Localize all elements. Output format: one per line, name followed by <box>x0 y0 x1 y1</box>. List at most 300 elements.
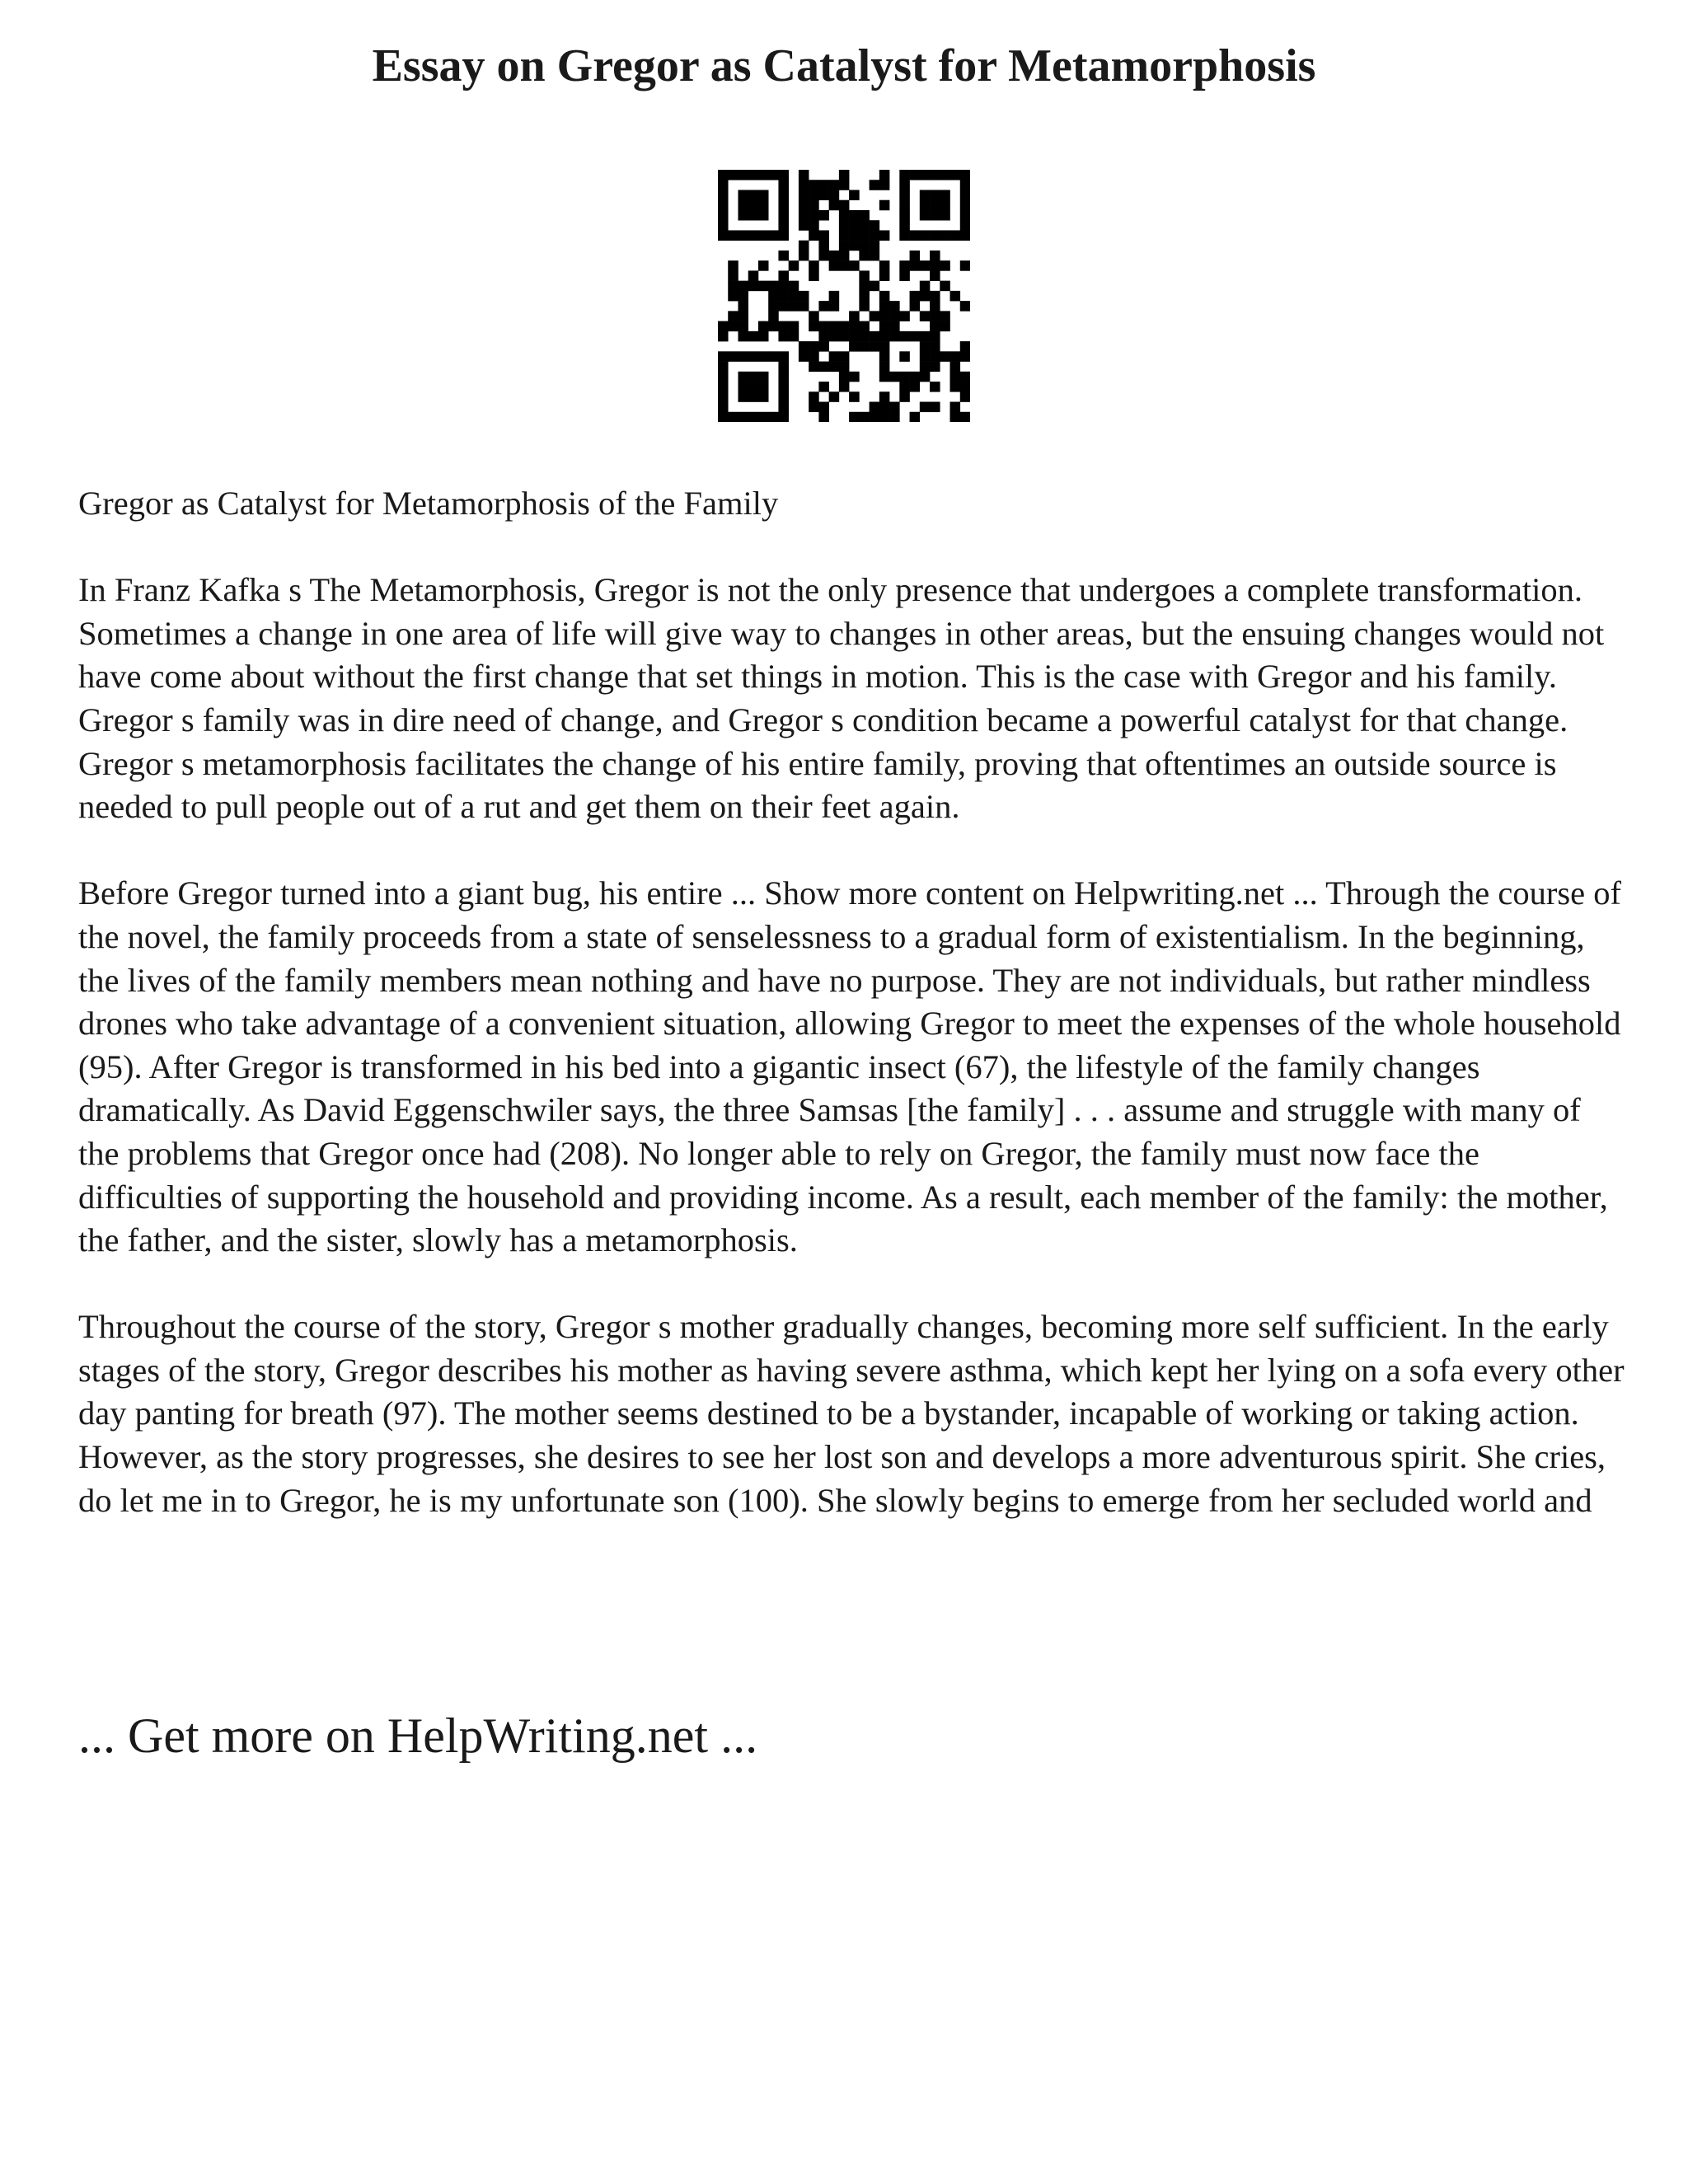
qr-module <box>738 321 748 332</box>
qr-module <box>829 291 840 302</box>
qr-module <box>738 391 748 402</box>
qr-module <box>718 190 729 200</box>
qr-module <box>728 291 738 302</box>
qr-module <box>910 331 921 342</box>
qr-module <box>778 372 789 382</box>
qr-module <box>818 241 829 251</box>
qr-module <box>870 412 880 422</box>
qr-module <box>870 402 880 413</box>
qr-module <box>930 251 940 261</box>
qr-module <box>738 281 748 292</box>
qr-module <box>899 311 910 321</box>
qr-module <box>748 200 759 211</box>
qr-module <box>839 241 850 251</box>
qr-module <box>910 291 921 302</box>
qr-module <box>738 311 748 321</box>
qr-module <box>768 351 779 362</box>
qr-module <box>849 260 860 271</box>
qr-module <box>799 341 809 352</box>
qr-module <box>920 372 931 382</box>
qr-module <box>778 281 789 292</box>
qr-module <box>839 220 850 231</box>
qr-module <box>920 210 931 221</box>
qr-module <box>849 331 860 342</box>
qr-module <box>799 180 809 190</box>
qr-module <box>768 170 779 180</box>
qr-module <box>778 251 789 261</box>
qr-module <box>818 331 829 342</box>
qr-module <box>728 321 738 332</box>
qr-module <box>960 372 970 382</box>
qr-module <box>809 362 819 373</box>
qr-module <box>758 412 769 422</box>
qr-module <box>748 391 759 402</box>
qr-module <box>879 391 890 402</box>
qr-module <box>818 402 829 413</box>
qr-module <box>839 210 850 221</box>
qr-module <box>778 402 789 413</box>
qr-module <box>809 321 819 332</box>
qr-module <box>839 230 850 241</box>
qr-module <box>809 210 819 221</box>
qr-module <box>738 331 748 342</box>
qr-module <box>829 391 840 402</box>
qr-module <box>778 190 789 200</box>
qr-module <box>778 362 789 373</box>
qr-module <box>960 190 970 200</box>
qr-module <box>940 210 950 221</box>
get-more-link[interactable]: ... Get more on HelpWriting.net ... <box>78 1708 758 1763</box>
qr-module <box>718 391 729 402</box>
qr-module <box>748 372 759 382</box>
qr-module <box>728 270 738 281</box>
qr-module <box>889 301 900 312</box>
qr-module <box>829 331 840 342</box>
qr-module <box>950 362 961 373</box>
qr-module <box>870 241 880 251</box>
qr-module <box>718 210 729 221</box>
qr-module <box>859 321 870 332</box>
qr-module <box>809 220 819 231</box>
qr-module <box>930 170 940 180</box>
qr-module <box>879 180 890 190</box>
qr-module <box>859 230 870 241</box>
qr-module <box>899 180 910 190</box>
qr-module <box>930 311 940 321</box>
qr-module <box>879 270 890 281</box>
qr-module <box>728 260 738 271</box>
qr-module <box>930 260 940 271</box>
qr-module <box>920 190 931 200</box>
qr-module <box>799 241 809 251</box>
qr-module <box>778 230 789 241</box>
qr-module <box>899 351 910 362</box>
qr-module <box>778 331 789 342</box>
qr-module <box>910 260 921 271</box>
qr-module <box>910 301 921 312</box>
qr-module <box>889 331 900 342</box>
qr-module <box>818 362 829 373</box>
essay-body <box>78 482 1628 1566</box>
page-title: Essay on Gregor as Catalyst for Metamorphosis <box>372 40 1316 91</box>
qr-module <box>818 321 829 332</box>
qr-module <box>940 351 950 362</box>
qr-module <box>829 301 840 312</box>
qr-module <box>738 301 748 312</box>
qr-module <box>818 210 829 221</box>
qr-module <box>718 180 729 190</box>
qr-module <box>758 382 769 392</box>
qr-module <box>789 321 799 332</box>
qr-module <box>818 412 829 422</box>
qr-module <box>768 311 779 321</box>
qr-module <box>748 351 759 362</box>
qr-module <box>899 220 910 231</box>
qr-module <box>778 301 789 312</box>
qr-module <box>748 331 759 342</box>
qr-module <box>849 391 860 402</box>
qr-module <box>789 260 799 271</box>
qr-module <box>879 311 890 321</box>
qr-module <box>920 281 931 292</box>
qr-module <box>839 170 850 180</box>
qr-module <box>718 372 729 382</box>
qr-module <box>849 210 860 221</box>
qr-module <box>728 311 738 321</box>
qr-module <box>799 220 809 231</box>
qr-module <box>940 170 950 180</box>
qr-module <box>778 220 789 231</box>
qr-module <box>879 260 890 271</box>
qr-module <box>859 281 870 292</box>
qr-module <box>718 321 729 332</box>
qr-module <box>859 291 870 302</box>
qr-module <box>799 301 809 312</box>
qr-module <box>768 412 779 422</box>
qr-module <box>889 321 900 332</box>
qr-module <box>859 220 870 231</box>
qr-module <box>930 362 940 373</box>
qr-module <box>920 291 931 302</box>
qr-module <box>940 230 950 241</box>
qr-module <box>718 412 729 422</box>
qr-module <box>910 230 921 241</box>
qr-module <box>768 291 779 302</box>
qr-module <box>920 402 931 413</box>
qr-module <box>818 251 829 261</box>
qr-module <box>870 281 880 292</box>
qr-module <box>870 251 880 261</box>
qr-module <box>778 180 789 190</box>
qr-module <box>778 210 789 221</box>
qr-module <box>940 200 950 211</box>
qr-module <box>940 281 950 292</box>
qr-module <box>758 372 769 382</box>
qr-module <box>768 230 779 241</box>
qr-module <box>818 382 829 392</box>
qr-module <box>789 291 799 302</box>
qr-module <box>849 311 860 321</box>
qr-module <box>950 402 961 413</box>
qr-module <box>889 412 900 422</box>
qr-module <box>930 200 940 211</box>
qr-module <box>859 210 870 221</box>
qr-module <box>758 260 769 271</box>
qr-module <box>899 200 910 211</box>
qr-module <box>930 382 940 392</box>
qr-module <box>728 281 738 292</box>
qr-module <box>809 311 819 321</box>
qr-module <box>940 190 950 200</box>
qr-module <box>829 321 840 332</box>
qr-module <box>728 351 738 362</box>
qr-module <box>839 362 850 373</box>
qr-module <box>889 311 900 321</box>
qr-module <box>778 351 789 362</box>
qr-module <box>879 230 890 241</box>
qr-module <box>950 382 961 392</box>
qr-module <box>870 331 880 342</box>
qr-module <box>950 412 961 422</box>
qr-module <box>728 170 738 180</box>
qr-module <box>818 190 829 200</box>
qr-module <box>879 402 890 413</box>
qr-module <box>839 372 850 382</box>
qr-module <box>799 351 809 362</box>
qr-module <box>960 301 970 312</box>
qr-module <box>748 412 759 422</box>
qr-module <box>778 382 789 392</box>
qr-module <box>809 270 819 281</box>
qr-module <box>920 260 931 271</box>
qr-module <box>870 220 880 231</box>
qr-module <box>849 220 860 231</box>
qr-module <box>748 210 759 221</box>
qr-module <box>718 170 729 180</box>
qr-module <box>879 412 890 422</box>
qr-module <box>818 341 829 352</box>
qr-module <box>809 391 819 402</box>
qr-module <box>718 402 729 413</box>
qr-module <box>899 382 910 392</box>
qr-module <box>899 260 910 271</box>
qr-module <box>920 200 931 211</box>
qr-module <box>879 301 890 312</box>
qr-module <box>758 321 769 332</box>
qr-module <box>849 321 860 332</box>
qr-module <box>799 251 809 261</box>
qr-module <box>950 291 961 302</box>
qr-module <box>879 321 890 332</box>
qr-module <box>778 270 789 281</box>
qr-module <box>818 180 829 190</box>
qr-module <box>809 341 819 352</box>
qr-module <box>870 311 880 321</box>
qr-module <box>879 351 890 362</box>
qr-module <box>738 170 748 180</box>
qr-module <box>748 190 759 200</box>
qr-module <box>718 230 729 241</box>
qr-module <box>879 362 890 373</box>
qr-module <box>870 341 880 352</box>
qr-module <box>778 200 789 211</box>
qr-module <box>829 260 840 271</box>
qr-module <box>778 170 789 180</box>
qr-module <box>738 351 748 362</box>
qr-module <box>930 402 940 413</box>
qr-module <box>839 251 850 261</box>
qr-module <box>758 230 769 241</box>
qr-module <box>849 412 860 422</box>
qr-module <box>899 190 910 200</box>
qr-module <box>849 241 860 251</box>
qr-module <box>930 301 940 312</box>
qr-module <box>738 190 748 200</box>
qr-module <box>899 230 910 241</box>
qr-module <box>920 341 931 352</box>
qr-module <box>748 270 759 281</box>
qr-module <box>849 230 860 241</box>
qr-module <box>758 200 769 211</box>
qr-module <box>940 321 950 332</box>
qr-module <box>829 180 840 190</box>
qr-module <box>899 391 910 402</box>
qr-module <box>930 351 940 362</box>
qr-module <box>758 391 769 402</box>
qr-module <box>950 230 961 241</box>
qr-module <box>960 341 970 352</box>
qr-module <box>950 372 961 382</box>
qr-module <box>738 372 748 382</box>
qr-module <box>799 200 809 211</box>
qr-module <box>799 291 809 302</box>
qr-module <box>758 351 769 362</box>
qr-module <box>899 170 910 180</box>
qr-module <box>718 351 729 362</box>
qr-module <box>920 170 931 180</box>
qr-module <box>758 190 769 200</box>
qr-module <box>839 351 850 362</box>
qr-module <box>930 321 940 332</box>
qr-module <box>950 170 961 180</box>
qr-module <box>758 170 769 180</box>
qr-module <box>839 321 850 332</box>
qr-code-graphic <box>718 170 970 422</box>
qr-module <box>870 230 880 241</box>
qr-module <box>738 230 748 241</box>
qr-module <box>809 402 819 413</box>
qr-module <box>738 412 748 422</box>
qr-module <box>748 230 759 241</box>
qr-module <box>839 382 850 392</box>
qr-module <box>960 180 970 190</box>
qr-module <box>778 291 789 302</box>
qr-module <box>799 210 809 221</box>
qr-module <box>758 281 769 292</box>
qr-module <box>879 200 890 211</box>
qr-module <box>778 412 789 422</box>
qr-module <box>960 351 970 362</box>
qr-module <box>829 251 840 261</box>
essay-paragraph-2: Before Gregor turned into a giant bug, his entire ... Show more content on Helpwriting.net ... Through the course of the novel, the family proceeds from a state of senselessness to a gradual form of existentialism. In the beginning, the lives of the family members mean nothing and have no purpose. They are not individuals, but rather mindless drones who take advantage of a convenient situation, allowing Gregor to meet the expenses of the whole household (95). After Gregor is transformed in his bed into a gigantic insect (67), the lifestyle of the family changes dramatically. As David Eggenschwiler says, the three Samsas [the family] . . . assume and struggle with many of the problems that Gregor once had (208). No longer able to rely on Gregor, the family must now face the difficulties of supporting the household and providing income. As a result, each member of the family: the mother, the father, and the sister, slowly has a metamorphosis. <box>78 874 1621 1259</box>
qr-module <box>809 200 819 211</box>
qr-module <box>849 372 860 382</box>
qr-module <box>899 372 910 382</box>
qr-module <box>758 210 769 221</box>
qr-module <box>859 412 870 422</box>
qr-module <box>809 230 819 241</box>
qr-module <box>940 311 950 321</box>
qr-module <box>738 291 748 302</box>
qr-module <box>920 230 931 241</box>
qr-module <box>829 190 840 200</box>
qr-module <box>818 301 829 312</box>
qr-module <box>809 260 819 271</box>
qr-module <box>829 200 840 211</box>
qr-module <box>920 351 931 362</box>
qr-module <box>849 190 860 200</box>
qr-module <box>960 260 970 271</box>
essay-subtitle: Gregor as Catalyst for Metamorphosis of the Family <box>78 485 779 522</box>
qr-module <box>859 341 870 352</box>
qr-module <box>859 270 870 281</box>
qr-module <box>839 180 850 190</box>
qr-module <box>849 341 860 352</box>
qr-module <box>859 251 870 261</box>
qr-module <box>960 230 970 241</box>
qr-module <box>738 210 748 221</box>
qr-module <box>809 180 819 190</box>
qr-module <box>960 200 970 211</box>
qr-module <box>738 382 748 392</box>
qr-module <box>718 362 729 373</box>
qr-module <box>839 331 850 342</box>
qr-module <box>960 412 970 422</box>
qr-module <box>889 402 900 413</box>
qr-module <box>859 301 870 312</box>
qr-module <box>889 372 900 382</box>
qr-module <box>920 311 931 321</box>
qr-module <box>829 351 840 362</box>
qr-module <box>738 200 748 211</box>
qr-module <box>910 372 921 382</box>
qr-module <box>879 331 890 342</box>
qr-module <box>829 362 840 373</box>
qr-module <box>748 281 759 292</box>
qr-module <box>799 190 809 200</box>
qr-module <box>899 270 910 281</box>
qr-module <box>879 170 890 180</box>
qr-module <box>950 351 961 362</box>
qr-module <box>910 382 921 392</box>
qr-module <box>839 260 850 271</box>
qr-module <box>768 321 779 332</box>
qr-module <box>899 210 910 221</box>
qr-module <box>930 270 940 281</box>
qr-code-icon <box>718 170 970 422</box>
qr-module <box>728 230 738 241</box>
qr-module <box>859 241 870 251</box>
qr-module <box>930 210 940 221</box>
qr-module <box>879 372 890 382</box>
qr-module <box>910 170 921 180</box>
qr-module <box>718 200 729 211</box>
qr-module <box>920 331 931 342</box>
qr-module <box>960 220 970 231</box>
qr-module <box>920 362 931 373</box>
qr-module <box>789 331 799 342</box>
qr-module <box>718 382 729 392</box>
